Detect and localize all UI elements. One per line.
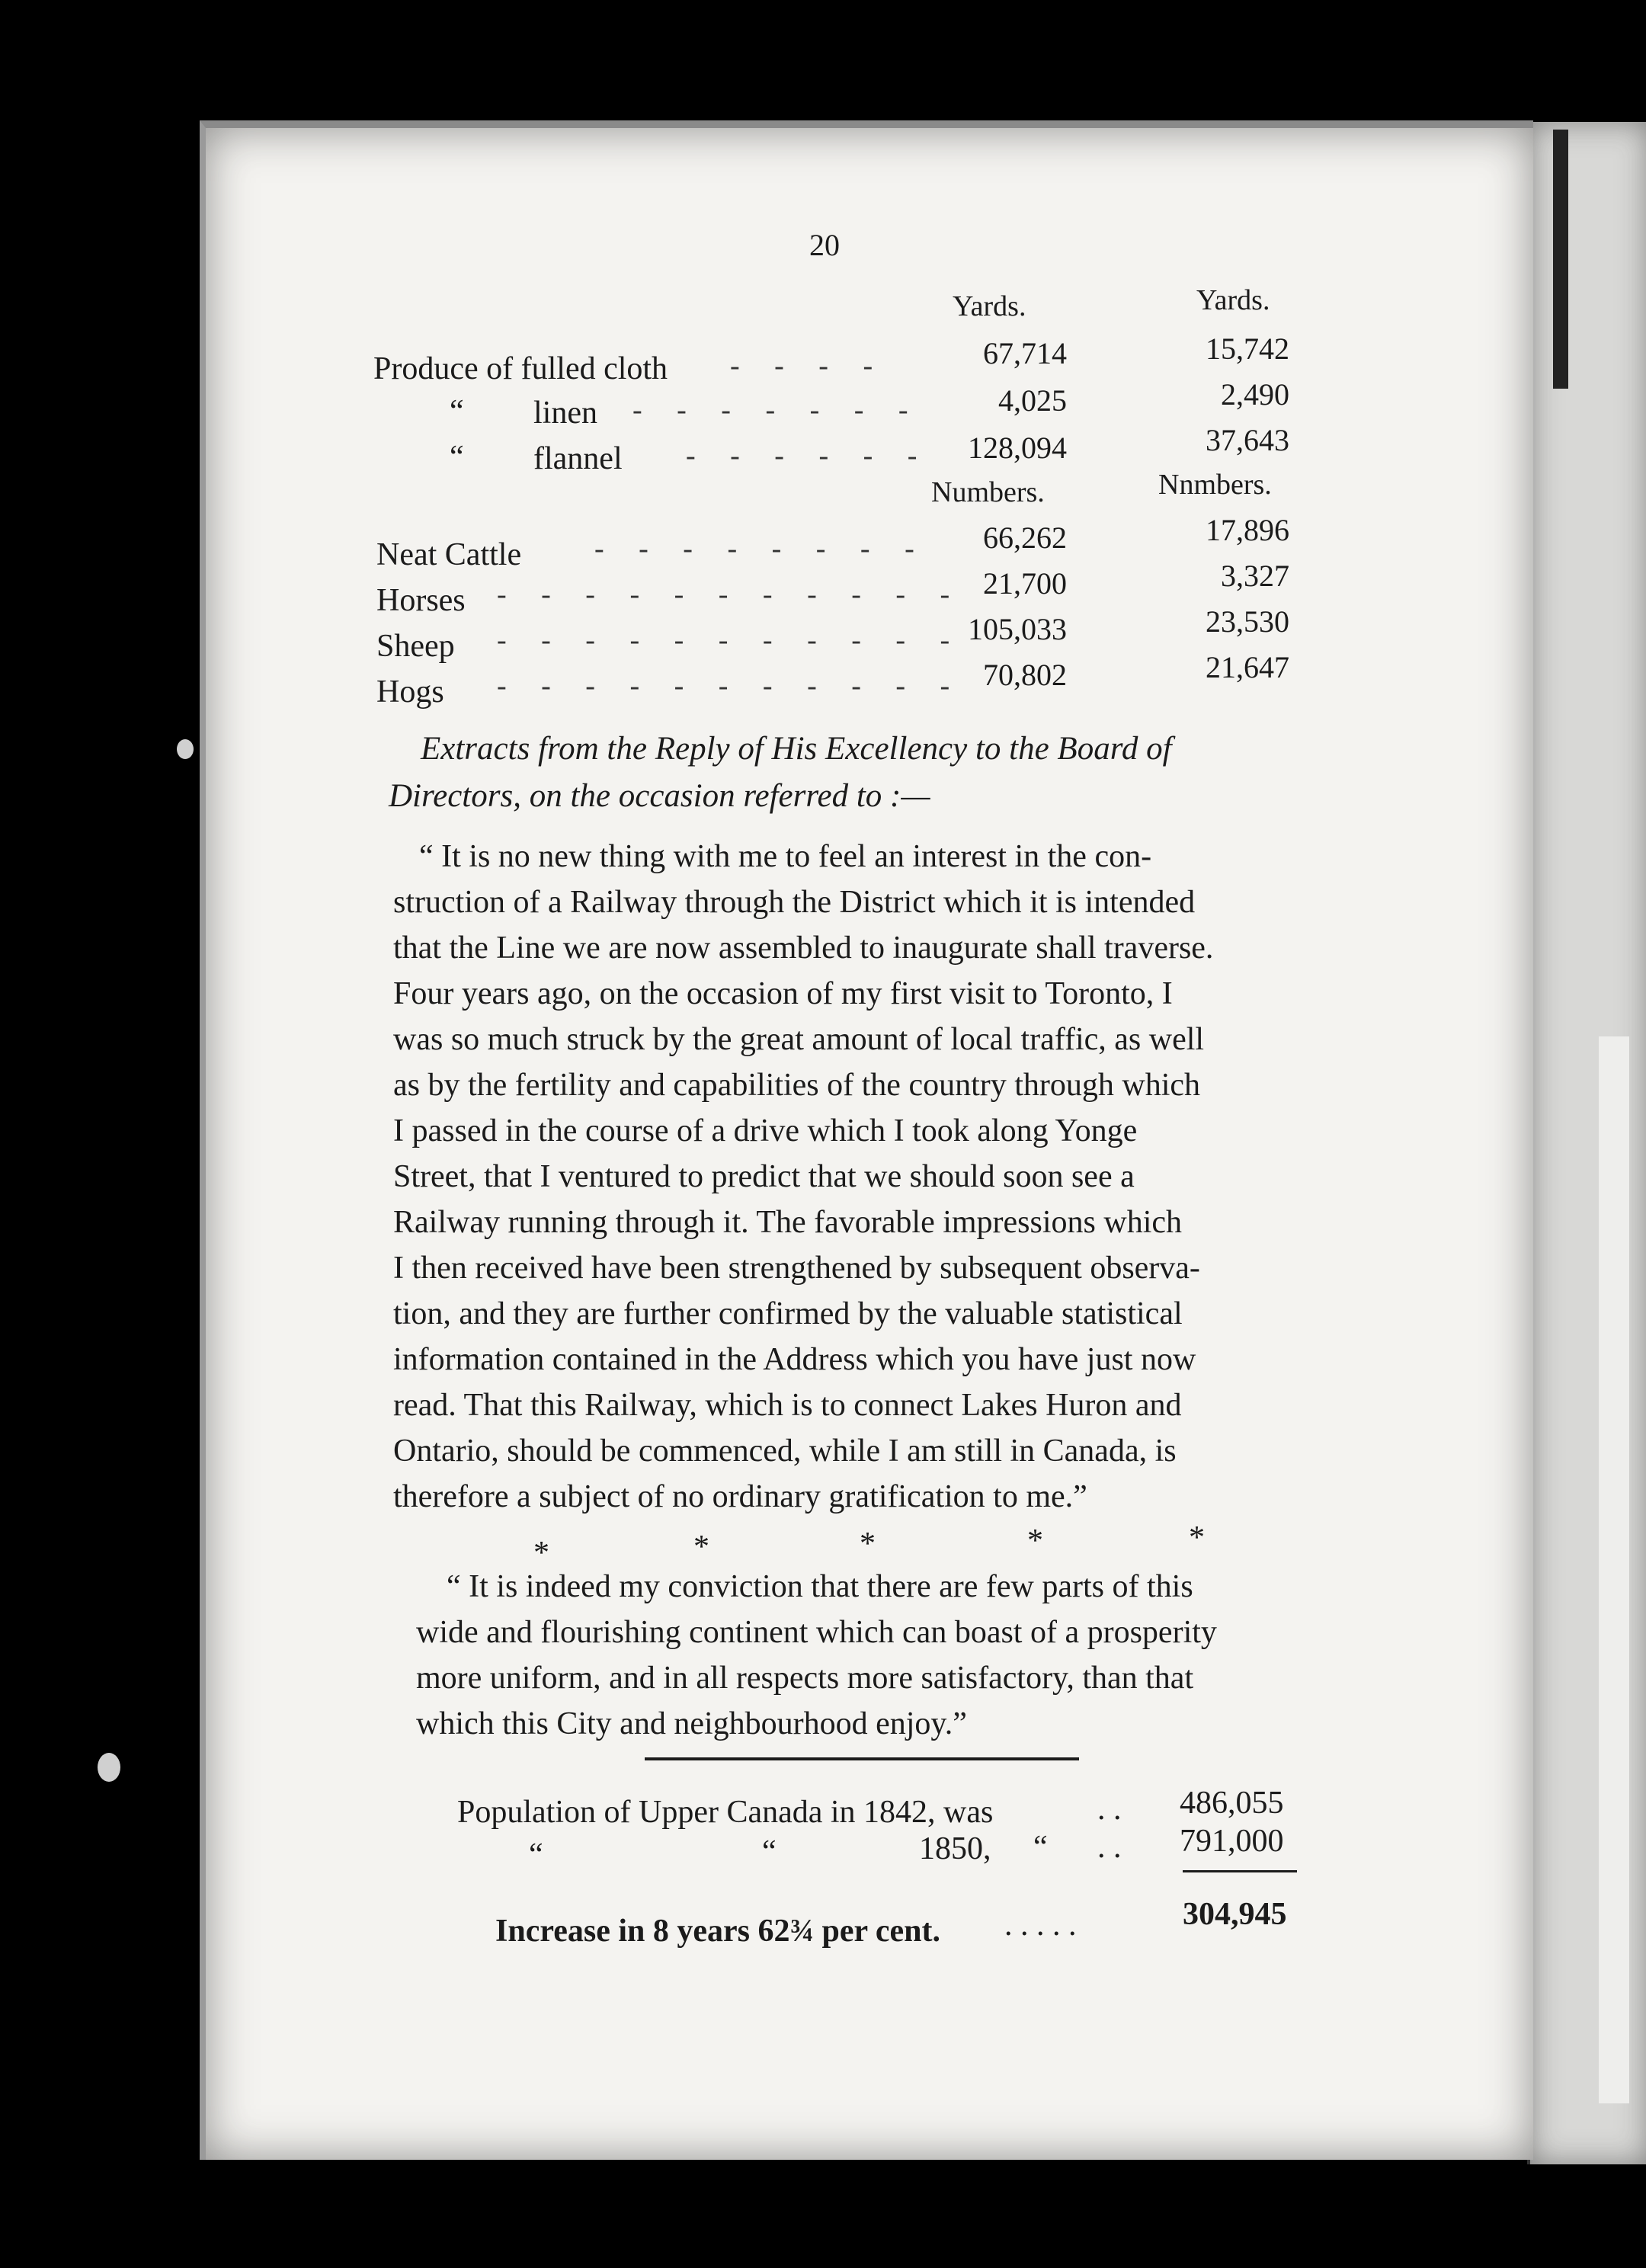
value-horses-a: 21,700 [983,566,1067,601]
value-flannel-b: 37,643 [1206,423,1289,457]
value-linen-b: 2,490 [1221,377,1289,412]
text-line: more uniform, and in all respects more satisfactory, than that [416,1661,1194,1696]
asterisk: * [533,1536,549,1571]
leader-dots: - - - - - - - - - - - [497,624,964,656]
text-line: struction of a Railway through the District which it is intended [393,885,1196,920]
text-line: Ontario, should be commenced, while I am still in Canada, is [393,1434,1177,1469]
leader-dots: . . [1097,1830,1122,1865]
text-line: I then received have been strengthened by subsequent observa- [393,1251,1200,1286]
quote-paragraph-2 [416,1564,1331,1747]
text-line: read. That this Railway, which is to connect Lakes Huron and [393,1388,1182,1423]
value-hogs-a: 70,802 [983,658,1067,692]
value-neat-cattle-a: 66,262 [983,521,1067,555]
text-line: “ It is no new thing with me to feel an interest in the con- [419,839,1152,874]
extract-heading-line-1: Extracts from the Reply of His Excellency to the Board of [421,731,1172,767]
value-sheep-a: 105,033 [968,612,1067,646]
text-line: therefore a subject of no ordinary gratification to me.” [393,1479,1087,1514]
row-label-linen: linen [533,396,597,431]
value-horses-b: 3,327 [1221,559,1289,593]
column-header-yards-b: Yards. [1196,284,1270,316]
extract-heading-line-2: Directors, on the occasion referred to :— [389,778,930,814]
value-sheep-b: 23,530 [1206,604,1289,639]
leader-dots: - - - - [730,350,887,382]
section-divider [645,1757,1079,1760]
value-flannel-a: 128,094 [968,431,1067,465]
leader-dots: . . . . . [1004,1908,1077,1943]
column-header-numbers-b: Nnmbers. [1158,469,1272,501]
page-number: 20 [809,228,840,262]
row-label-horses: Horses [376,583,466,618]
text-line: wide and flourishing continent which can boast of a prosperity [416,1615,1217,1650]
text-line: information contained in the Address which you have just now [393,1342,1196,1377]
text-line: was so much struck by the great amount of local traffic, as well [393,1022,1205,1057]
leader-dots: - - - - - - - - [594,533,928,565]
quote-paragraph-1 [393,834,1308,1520]
scan-speck [177,739,194,759]
population-1850-year: 1850, [919,1831,991,1866]
value-hogs-b: 21,647 [1206,650,1289,684]
ditto-mark: “ [762,1834,777,1869]
ditto-mark: “ [450,440,464,475]
population-1850-value: 791,000 [1180,1824,1284,1859]
text-line: Street, that I ventured to predict that we should soon see a [393,1159,1135,1194]
text-line: Railway running through it. The favorable impressions which [393,1205,1183,1240]
leader-dots: . . [1097,1792,1122,1827]
adjacent-page-edge [1527,122,1646,2164]
leader-dots: - - - - - - - - - - - [497,578,964,610]
value-fulled-cloth-a: 67,714 [983,336,1067,370]
population-1842-value: 486,055 [1180,1786,1284,1821]
scan-speck [98,1753,120,1782]
row-label-flannel: flannel [533,441,623,476]
text-line: “ It is indeed my conviction that there are few parts of this [447,1569,1193,1604]
value-fulled-cloth-b: 15,742 [1206,332,1289,366]
adjacent-page-strip [1599,1036,1629,2103]
ditto-mark: “ [1033,1830,1048,1865]
text-line: tion, and they are further confirmed by the valuable statistical [393,1296,1183,1331]
column-header-numbers-a: Numbers. [931,476,1045,508]
value-linen-a: 4,025 [998,383,1067,418]
row-label-neat-cattle: Neat Cattle [376,537,522,572]
ditto-mark: “ [529,1837,543,1872]
row-label-fulled-cloth: Produce of fulled cloth [373,351,668,386]
sum-rule [1183,1870,1297,1872]
increase-label: Increase in 8 years 62¾ per cent. [495,1914,941,1949]
value-neat-cattle-b: 17,896 [1206,513,1289,547]
asterisk: * [860,1526,876,1562]
leader-dots: - - - - - - - - - - - [497,670,964,702]
asterisk: * [693,1530,709,1565]
asterisk: * [1189,1520,1205,1555]
text-line: that the Line we are now assembled to inaugurate shall traverse. [393,931,1214,966]
row-label-sheep: Sheep [376,629,455,664]
text-line: as by the fertility and capabilities of the country through which [393,1068,1201,1103]
population-1842-label: Population of Upper Canada in 1842, was [457,1795,994,1830]
text-line: which this City and neighbourhood enjoy.” [416,1706,967,1741]
leader-dots: - - - - - - - [632,394,922,426]
increase-value: 304,945 [1183,1897,1287,1932]
column-header-yards-a: Yards. [953,290,1026,322]
text-line: Four years ago, on the occasion of my first visit to Toronto, I [393,976,1173,1011]
row-label-hogs: Hogs [376,674,444,710]
text-line: I passed in the course of a drive which I took along Yonge [393,1113,1138,1148]
adjacent-page-dark-edge [1553,130,1568,389]
asterisk: * [1027,1523,1043,1558]
ditto-mark: “ [450,394,464,429]
leader-dots: - - - - - - [686,440,931,472]
